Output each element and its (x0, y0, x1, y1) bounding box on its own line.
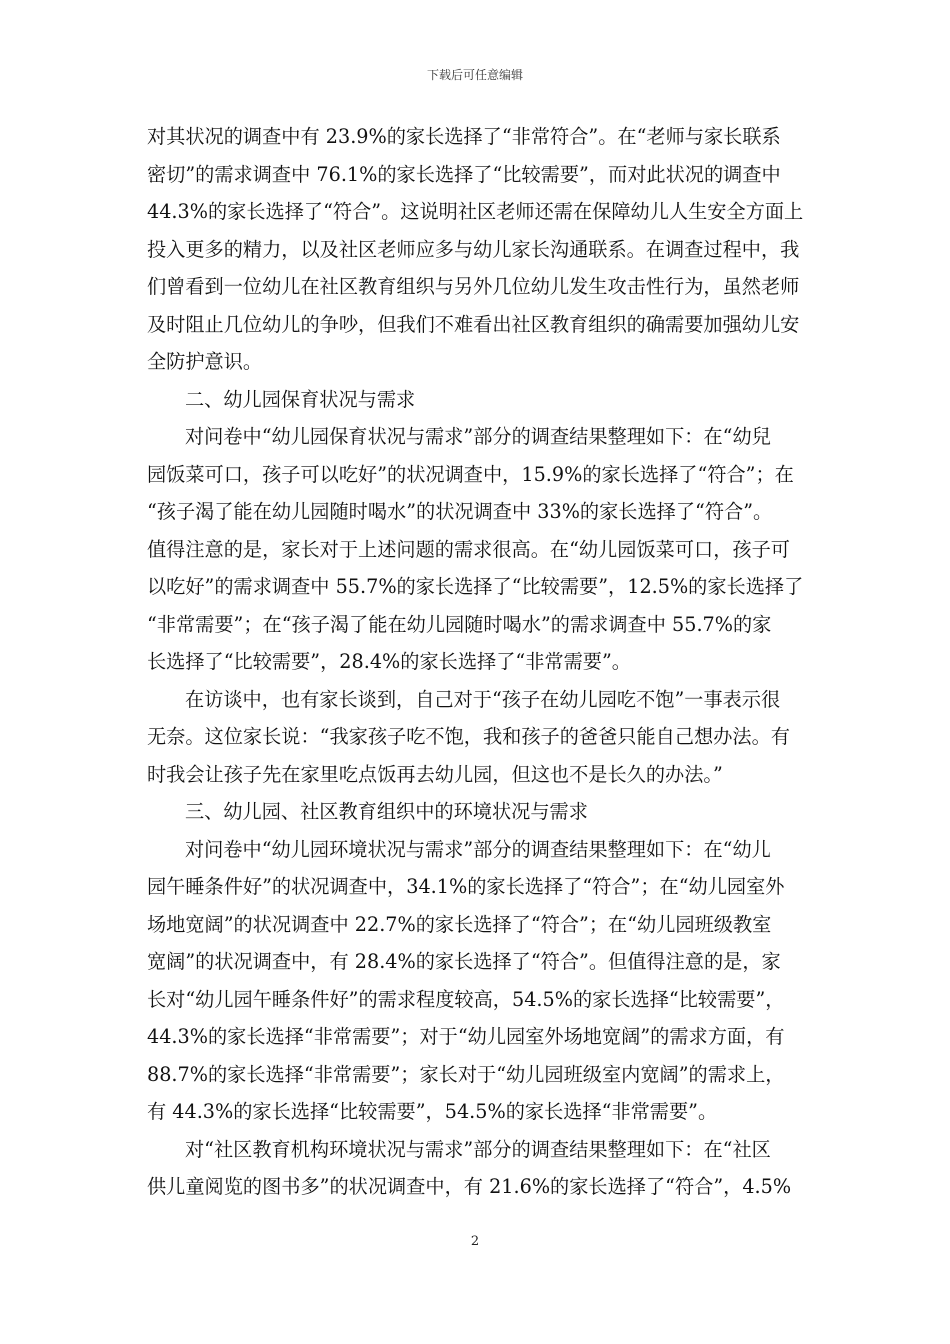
text-line: 时我会让孩子先在家里吃点饭再去幼儿园，但这也不是长久的办法。” (147, 762, 723, 786)
body-text (147, 118, 811, 1206)
text-line: 44.3%的家长选择“非常需要”；对于“幼儿园室外场地宽阔”的需求方面，有 (147, 1025, 785, 1048)
text-line: 值得注意的是，家长对于上述问题的需求很高。在“幼儿园饭菜可口，孩子可 (147, 537, 790, 561)
text-line: 无奈。这位家长说：“我家孩子吃不饱，我和孩子的爸爸只能自己想办法。有 (147, 725, 790, 748)
text-line: “非常需要”；在“孩子渴了能在幼儿园随时喝水”的需求调查中 55.7%的家 (147, 612, 772, 636)
text-line: 长对“幼儿园午睡条件好”的需求程度较高，54.5%的家长选择“比较需要”， (147, 987, 785, 1011)
text-line: 全防护意识。 (147, 350, 263, 373)
text-line: “孩子渴了能在幼儿园随时喝水”的状况调查中 33%的家长选择了“符合”。 (147, 500, 773, 523)
text-line: 们曾看到一位幼儿在社区教育组织与另外几位幼儿发生攻击性行为，虽然老师 (147, 275, 800, 298)
text-line: 在访谈中，也有家长谈到，自己对于“孩子在幼儿园吃不饱”一事表示很 (185, 687, 781, 711)
page-header: 下载后可任意编辑 (426, 68, 523, 82)
text-line: 及时阻止几位幼儿的争吵，但我们不难看出社区教育组织的确需要加强幼儿安 (147, 312, 800, 336)
text-line: 长选择了“比较需要”，28.4%的家长选择了“非常需要”。 (147, 650, 631, 673)
text-line: 园饭菜可口，孩子可以吃好”的状况调查中，15.9%的家长选择了“符合”；在 (147, 462, 794, 486)
text-line: 以吃好”的需求调查中 55.7%的家长选择了“比较需要”，12.5%的家长选择了 (147, 575, 804, 598)
text-line: 供儿童阅览的图书多”的状况调查中，有 21.6%的家长选择了“符合”，4.5% (147, 1175, 792, 1198)
text-line: 44.3%的家长选择了“符合”。这说明社区老师还需在保障幼儿人生安全方面上 (147, 200, 804, 223)
text-line: 宽阔”的状况调查中，有 28.4%的家长选择了“符合”。但值得注意的是，家 (147, 950, 781, 973)
text-line: 对问卷中“幼儿园保育状况与需求”部分的调查结果整理如下：在“幼兒 (185, 425, 771, 448)
text-line: 对问卷中“幼儿园环境状况与需求”部分的调查结果整理如下：在“幼儿 (185, 837, 771, 861)
section-heading: 三、幼儿园、社区教育组织中的环境状况与需求 (185, 800, 588, 823)
text-line: 对“社区教育机构环境状况与需求”部分的调查结果整理如下：在“社区 (185, 1137, 771, 1161)
text-line: 对其状况的调查中有 23.9%的家长选择了“非常符合”。在“老师与家长联系 (147, 125, 781, 148)
text-line: 投入更多的精力，以及社区老师应多与幼儿家长沟通联系。在调查过程中，我 (147, 237, 800, 261)
text-line: 园午睡条件好”的状况调查中，34.1%的家长选择了“符合”；在“幼儿园室外 (147, 875, 785, 898)
section-heading: 二、幼儿园保育状况与需求 (185, 387, 416, 411)
page-number: 2 (470, 1234, 480, 1249)
text-line: 密切”的需求调查中 76.1%的家长选择了“比较需要”，而对此状况的调查中 (147, 162, 781, 186)
text-line: 有 44.3%的家长选择“比较需要”，54.5%的家长选择“非常需要”。 (147, 1100, 718, 1123)
text-line: 88.7%的家长选择“非常需要”；家长对于“幼儿园班级室内宽阔”的需求上， (147, 1062, 785, 1086)
text-line: 场地宽阔”的状况调查中 22.7%的家长选择了“符合”；在“幼儿园班级教室 (147, 912, 772, 936)
